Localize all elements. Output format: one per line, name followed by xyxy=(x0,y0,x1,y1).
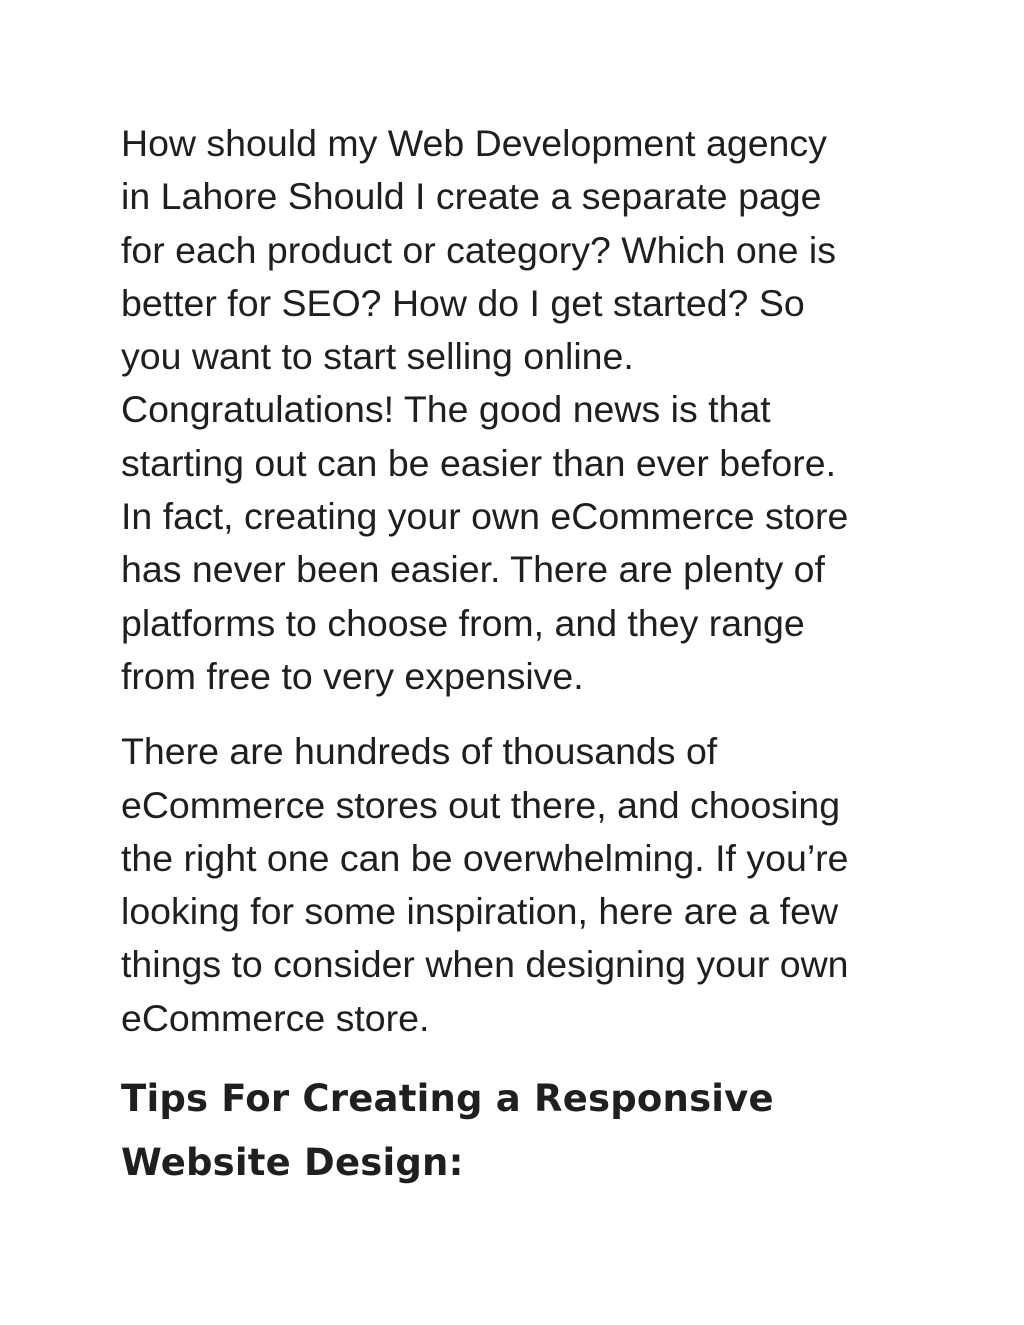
paragraph-line: in Lahore Should I create a separate page xyxy=(121,175,822,218)
paragraph-line: the right one can be overwhelming. If you’re xyxy=(121,836,849,879)
paragraph-line: from free to very expensive. xyxy=(121,654,584,697)
heading-line: Tips For Creating a Responsive xyxy=(121,1077,774,1121)
paragraph-line: There are hundreds of thousands of xyxy=(121,730,718,773)
paragraph-line: Congratulations! The good news is that xyxy=(121,388,771,431)
paragraph-line: eCommerce store. xyxy=(121,996,430,1039)
paragraph-line: eCommerce stores out there, and choosing xyxy=(121,783,841,826)
document-body xyxy=(121,117,911,1195)
paragraph-line: for each product or category? Which one is xyxy=(121,228,836,271)
paragraph-intro xyxy=(121,117,911,703)
paragraph-line: platforms to choose from, and they range xyxy=(121,601,805,644)
paragraph-line: you want to start selling online. xyxy=(121,335,634,378)
paragraph-line: How should my Web Development agency xyxy=(121,122,827,164)
paragraph-line: has never been easier. There are plenty of xyxy=(121,548,825,591)
section-heading xyxy=(121,1067,911,1195)
paragraph-ecommerce xyxy=(121,725,911,1045)
paragraph-line: starting out can be easier than ever before. xyxy=(121,441,837,484)
heading-line: Website Design: xyxy=(121,1141,464,1185)
paragraph-line: things to consider when designing your own xyxy=(121,943,849,986)
paragraph-line: better for SEO? How do I get started? So xyxy=(121,281,805,324)
paragraph-line: In fact, creating your own eCommerce store xyxy=(121,495,849,538)
paragraph-line: looking for some inspiration, here are a few xyxy=(121,890,839,933)
